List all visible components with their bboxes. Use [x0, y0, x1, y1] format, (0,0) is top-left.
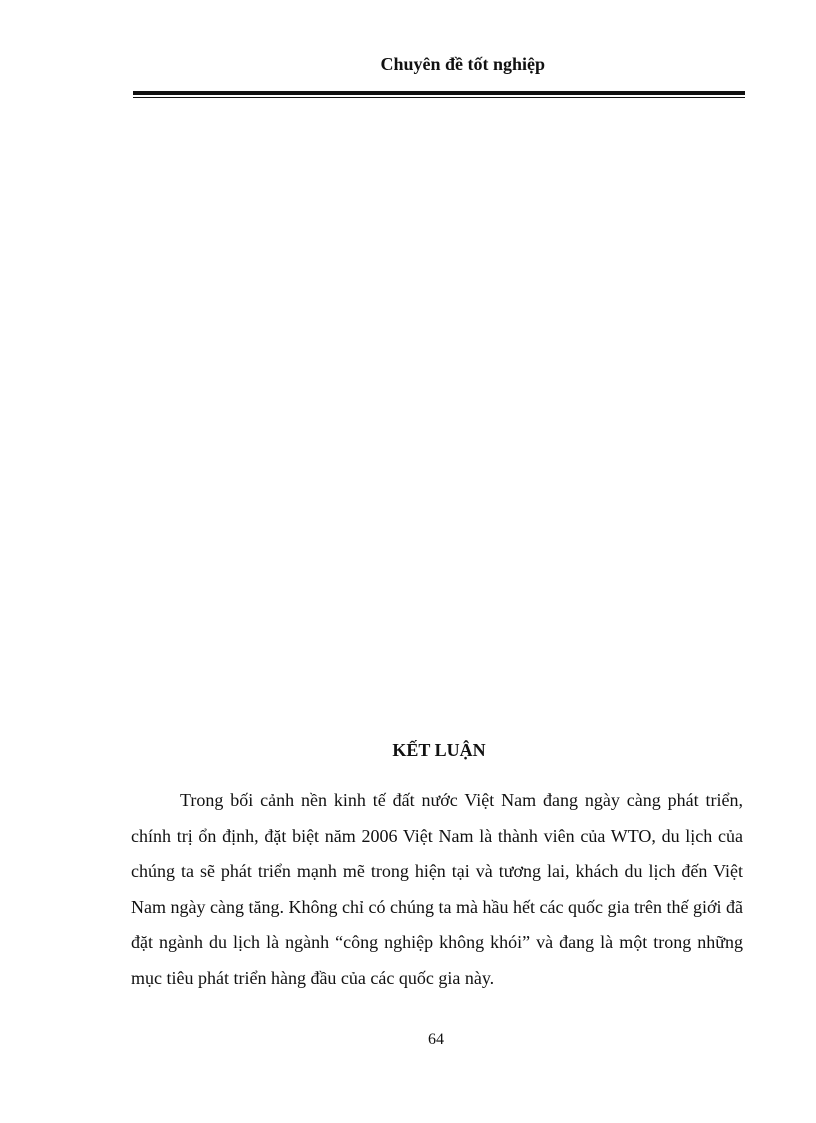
- page-number: 64: [428, 1031, 444, 1048]
- body-paragraph: Trong bối cảnh nền kinh tế đất nước Việt Nam đang ngày càng phát triển, chính trị ổn định, đặt biệt năm 2006 Việt Nam là thành viên của WTO, du lịch của chúng ta sẽ phát triển mạnh mẽ trong hiện tại và tương lai, khách du lịch đến Việt Nam ngày càng tăng. Không chỉ có chúng ta mà hầu hết các quốc gia trên thế giới đã đặt ngành du lịch là ngành “công nghiệp không khói” và đang là một trong những mục tiêu phát triển hàng đầu của các quốc gia này.: [131, 790, 743, 988]
- header-title: Chuyên đề tốt nghiệp: [380, 54, 545, 74]
- header-rule: [133, 91, 745, 98]
- section-title: KẾT LUẬN: [392, 740, 486, 760]
- header-rule-thin: [133, 97, 745, 98]
